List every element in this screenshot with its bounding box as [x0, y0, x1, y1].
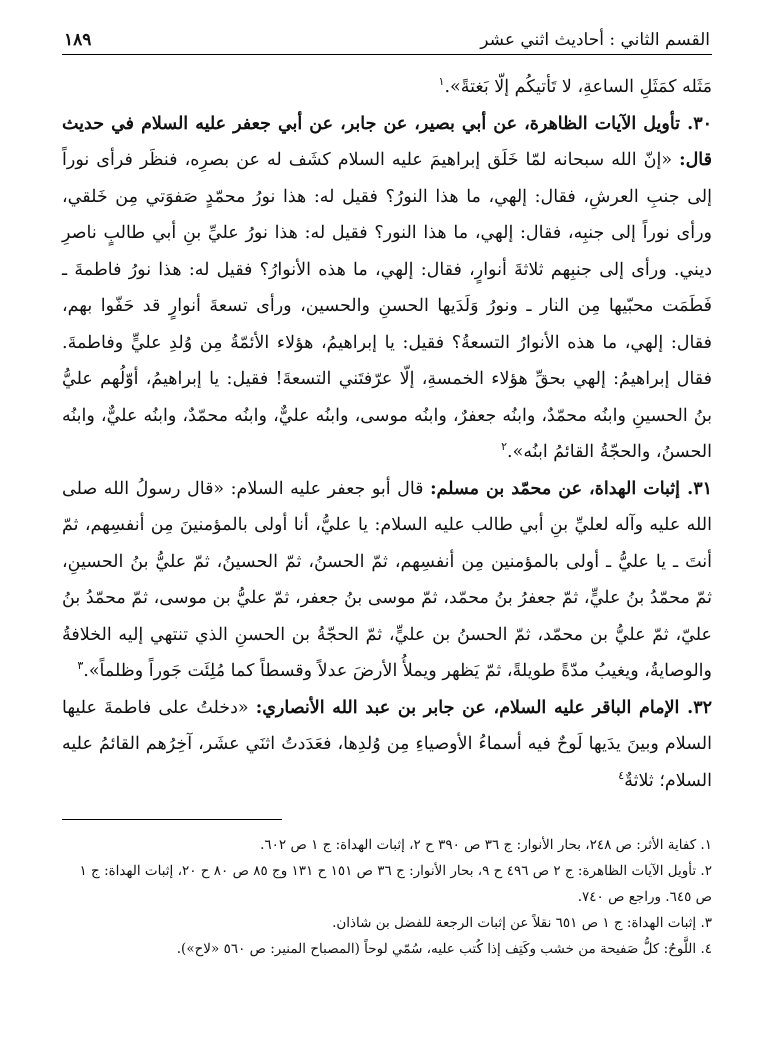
header-title: القسم الثاني : أحاديث اثني عشر [480, 30, 710, 50]
footnote-2: ٢. تأويل الآيات الظاهرة: ج ٢ ص ٤٩٦ ح ٩، بحار الأنوار: ج ٣٦ ص ١٥١ ح ١٣١ وج ٨٥ ص ٨٠ ح ٢٠، إثبات الهداة: ج ١ ص ٦٤٥. وراجع ص ٧٤٠. [79, 863, 712, 905]
paragraph-text: مَثَله كمَثَلِ الساعةِ، لا تَأتيكُم إلّا بَغتةً». [444, 77, 712, 97]
hadith-text: «إنّ الله سبحانه لمّا خَلَق إبراهيمَ عليه السلام كشَف له عن بصرِه، فنظَر فرأى نوراً إلى جنبِ العرشِ، فقال: إلهي، ما هذا النورُ؟ فقيل له: هذا نورُ محمّدٍ صَفوَتي مِن خَلقي، ورأى نوراً إلى جنبِه، فقال: إلهي، ما هذا النور؟ فقيل له: هذا نورُ عليِّ بنِ أبي طالبٍ ناصرِ ديني. ورأى إلى جنبِهم ثلاثةَ أنوارٍ، فقال: إلهي، ما هذه الأنوارُ؟ فقيل له: هذا نورُ فاطمةَ ـ فَطَمَت محبّيها مِن النار ـ ونورُ وَلَدَيها الحسنِ والحسين، ورأى تسعةَ أنوارٍ قد حَفّوا بهم، فقال: إلهي، ما هذه الأنوارُ التسعةُ؟ فقيل: يا إبراهيمُ، هؤلاء الأئمّةُ مِن وُلدِ عليٍّ وفاطمةَ. فقال إبراهيمُ: إلهي بحقِّ هؤلاء الخمسةِ، إلّا عرّفتَني التسعةَ! فقيل: يا إبراهيمُ، أوّلُهم عليُّ بنُ الحسينِ وابنُه محمّدٌ، وابنُه جعفرٌ، وابنُه موسى، وابنُه عليٌّ، وابنُه محمّدٌ، وابنُه عليٌّ، وابنُه الحسنُ، والحجّةُ القائمُ ابنُه». [62, 150, 712, 462]
page-number: ١٨٩ [64, 30, 92, 50]
hadith-heading: ٣٠. تأويل الآيات الظاهرة، عن أبي بصير، عن جابر، عن أبي جعفر عليه السلام في حديث قال: [62, 113, 712, 170]
footnote-ref: ٢ [501, 440, 508, 454]
footnote-ref: ١ [438, 75, 445, 89]
main-text [62, 69, 712, 799]
footnote-ref: ٣ [77, 659, 84, 673]
running-header [62, 22, 712, 55]
page [62, 22, 712, 962]
hadith-heading: ٣٢. الإمام الباقر عليه السلام، عن جابر بن عبد الله الأنصاري: [255, 697, 712, 718]
hadith-32 [62, 690, 712, 800]
footnotes [62, 832, 712, 962]
hadith-30 [62, 106, 712, 471]
hadith-31 [62, 471, 712, 690]
hadith-heading: ٣١. إثبات الهداة، عن محمّد بن مسلم: [430, 478, 712, 499]
footnote-1: ١. كفاية الأثر: ص ٢٤٨، بحار الأنوار: ج ٣٦ ص ٣٩٠ ح ٢، إثبات الهداة: ج ١ ص ٦٠٢. [260, 837, 712, 853]
footnote-4: ٤. اللَّوحُ: كلُّ صَفيحة من خشب وكَتِف إذا كُتب عليه، سُمّي لوحاً (المصباح المنير: ص ٥٦٠ «لاح»). [176, 941, 712, 957]
footnote-ref: ٤ [618, 768, 625, 782]
hadith-text: «دخلتُ على فاطمةَ عليها السلام وبينَ يدَيها لَوحٌ فيه أسماءُ الأوصياءِ مِن وُلدِها، فعَدَدتُ اثنَي عشَر، آخِرُهم القائمُ عليه السلام؛ ثلاثةٌ [62, 697, 712, 791]
footnote-3: ٣. إثبات الهداة: ج ١ ص ٦٥١ نقلاً عن إثبات الرجعة للفضل بن شاذان. [332, 915, 712, 931]
paragraph-continuation [62, 69, 712, 106]
hadith-text: قال أبو جعفر عليه السلام: «قال رسولُ الله صلى الله عليه وآله لعليِّ بنِ أبي طالب عليه السلام: يا عليُّ، أنا أولى بالمؤمنينَ مِن أنفسِهم، ثمّ أنتَ ـ يا عليُّ ـ أولى بالمؤمنين مِن أنفسِهم، ثمّ الحسنُ، ثمّ الحسينُ، ثمّ عليُّ بنُ الحسينِ، ثمّ محمّدُ بنُ عليٍّ، ثمّ جعفرُ بنُ محمّد، ثمّ موسى بنُ جعفر، ثمّ عليُّ بن موسى، ثمّ محمّدُ بنُ عليّ، ثمّ عليُّ بن محمّد، ثمّ الحسنُ بن عليٍّ، ثمّ الحجّةُ بن الحسنِ الذي تنتهي إليه الخلافةُ والوصايةُ، ويغيبُ مدّةً طويلةً، ثمّ يَظهر ويملأُ الأرضَ عدلاً وقسطاً كما مُلِئَت جَوراً وظلماً». [62, 478, 712, 681]
footnote-separator [62, 819, 282, 820]
